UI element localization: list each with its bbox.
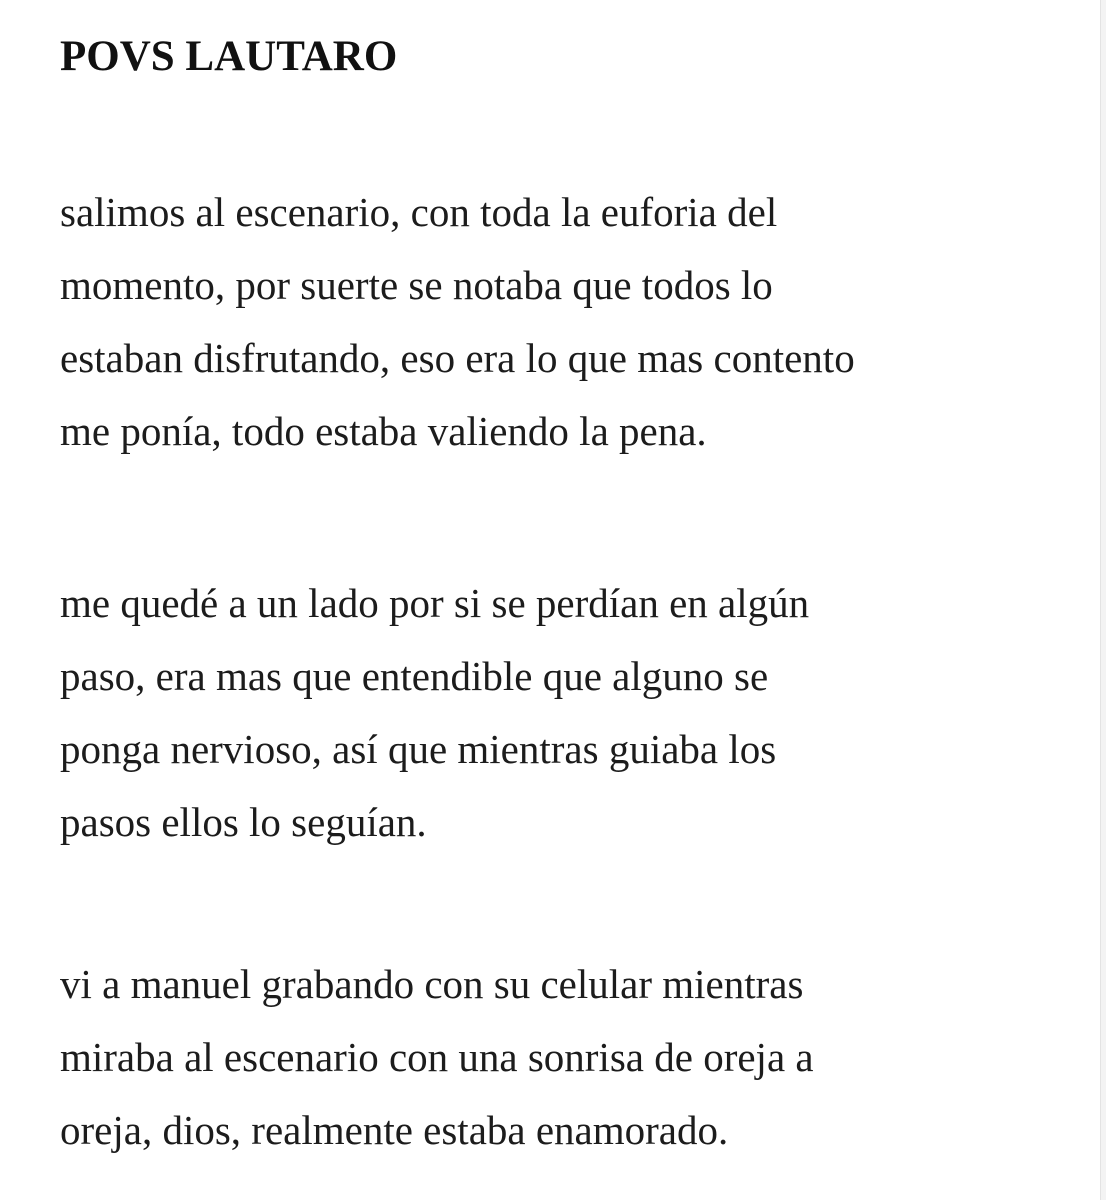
text-line: me ponía, todo estaba valiendo la pena. bbox=[60, 408, 707, 454]
text-line: ponga nervioso, así que mientras guiaba los bbox=[60, 726, 777, 772]
text-line: salimos al escenario, con toda la euforia del bbox=[60, 189, 778, 235]
paragraph-1 bbox=[60, 176, 1070, 468]
text-line: vi a manuel grabando con su celular mientras bbox=[60, 961, 804, 1007]
document-title: POVS LAUTARO bbox=[60, 33, 398, 80]
text-line: oreja, dios, realmente estaba enamorado. bbox=[60, 1107, 729, 1153]
text-line: paso, era mas que entendible que alguno se bbox=[60, 653, 769, 699]
text-line: me quedé a un lado por si se perdían en algún bbox=[60, 580, 810, 626]
text-line: pasos ellos lo seguían. bbox=[60, 799, 427, 845]
paragraph-2 bbox=[60, 567, 1070, 859]
scrollbar-track[interactable] bbox=[1100, 0, 1106, 1200]
text-line: estaban disfrutando, eso era lo que mas contento bbox=[60, 335, 855, 381]
text-line: momento, por suerte se notaba que todos lo bbox=[60, 262, 773, 308]
text-line: miraba al escenario con una sonrisa de oreja a bbox=[60, 1034, 814, 1080]
paragraph-3 bbox=[60, 948, 1070, 1167]
